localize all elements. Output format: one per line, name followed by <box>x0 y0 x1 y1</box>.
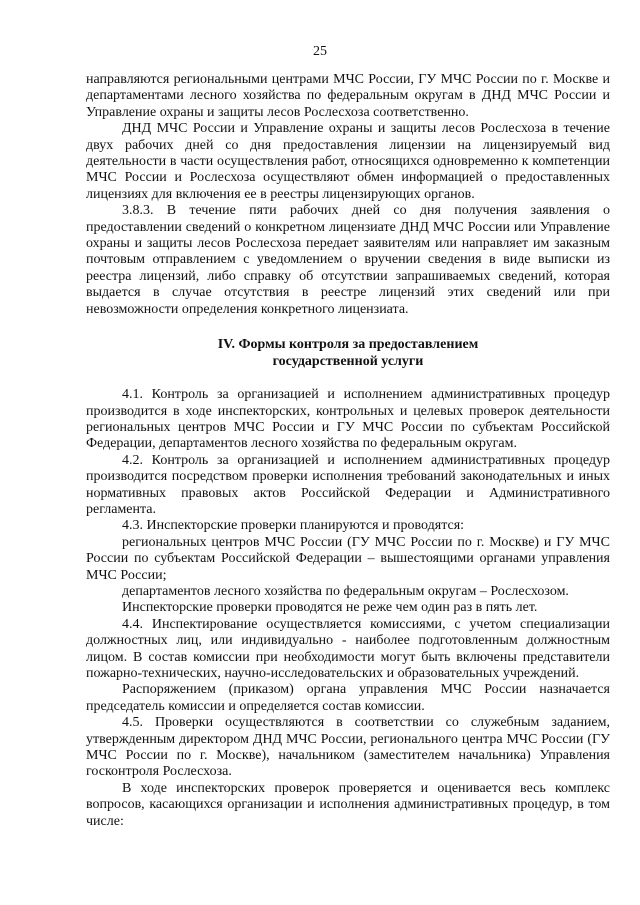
paragraph: ДНД МЧС России и Управление охраны и защиты лесов Рослесхоза в течение двух рабочих дней со дня предоставления лицензии на лицензируемый вид деятельности в части осуществления работ, относящихся одновременно к компетенции МЧС России и Рослесхоза осуществляют обмен информацией о предоставленных лицензиях для включения ее в реестры лицензирующих органов. <box>86 121 610 202</box>
paragraph: 4.5. Проверки осуществляются в соответствии со служебным заданием, утвержденным директором ДНД МЧС России, регионального центра МЧС России (ГУ МЧС России по г. Москве), начальником (заместителем начальника) Управления госконтроля Рослесхоза. <box>86 715 610 780</box>
paragraph: 3.8.3. В течение пяти рабочих дней со дня получения заявления о предоставлении сведений о конкретном лицензиате ДНД МЧС России или Управление охраны и защиты лесов Рослесхоза передает заявителям или направляет им заказным почтовым отправлением с уведомлением о вручении сведения в виде выписки из реестра лицензий, либо справку об отсутствии запрашиваемых сведений, которая выдается в случае отсутствия в реестре лицензий этих сведений или при невозможности определения конкретного лицензиата. <box>86 203 610 317</box>
page-number: 25 <box>313 44 327 59</box>
paragraph: В ходе инспекторских проверок проверяется и оценивается весь комплекс вопросов, касающихся организации и исполнения административных процедур, в том числе: <box>86 780 610 829</box>
document-body <box>86 72 610 830</box>
paragraph: 4.2. Контроль за организацией и исполнением административных процедур производится посредством проверки исполнения требований законодательных и иных нормативных правовых актов Российской Федерации и Административного регламента. <box>86 452 610 517</box>
paragraph: Инспекторские проверки проводятся не реже чем один раз в пять лет. <box>122 600 538 616</box>
paragraph: департаментов лесного хозяйства по федеральным округам – Рослесхозом. <box>122 583 569 599</box>
paragraph: направляются региональными центрами МЧС России, ГУ МЧС России по г. Москве и департаментами лесного хозяйства по федеральным округам в ДНД МЧС России и Управление охраны и защиты лесов Рослесхоза соответственно. <box>86 72 610 120</box>
paragraph: Распоряжением (приказом) органа управления МЧС России назначается председатель комиссии и определяется состав комиссии. <box>86 682 610 714</box>
section-heading <box>86 336 610 370</box>
paragraph: региональных центров МЧС России (ГУ МЧС России по г. Москве) и ГУ МЧС России по субъектам Российской Федерации – вышестоящими органами управления МЧС России; <box>86 534 610 583</box>
paragraph: 4.3. Инспекторские проверки планируются и проводятся: <box>122 518 465 534</box>
paragraph: 4.4. Инспектирование осуществляется комиссиями, с учетом специализации должностных лиц, или индивидуально - наиболее подготовленным должностным лицом. В состав комиссии при необходимости могут быть включены представители пожарно-технических, научно-исследовательских и образовательных учреждений. <box>86 616 610 681</box>
section-heading-line: государственной услуги <box>272 354 424 370</box>
paragraph: 4.1. Контроль за организацией и исполнением административных процедур производится в ходе инспекторских, контрольных и целевых проверок деятельности региональных центров МЧС России и ГУ МЧС России по субъектам Российской Федерации, департаментов лесного хозяйства по федеральным округам. <box>86 387 610 452</box>
section-heading-line: IV. Формы контроля за предоставлением <box>217 337 479 353</box>
